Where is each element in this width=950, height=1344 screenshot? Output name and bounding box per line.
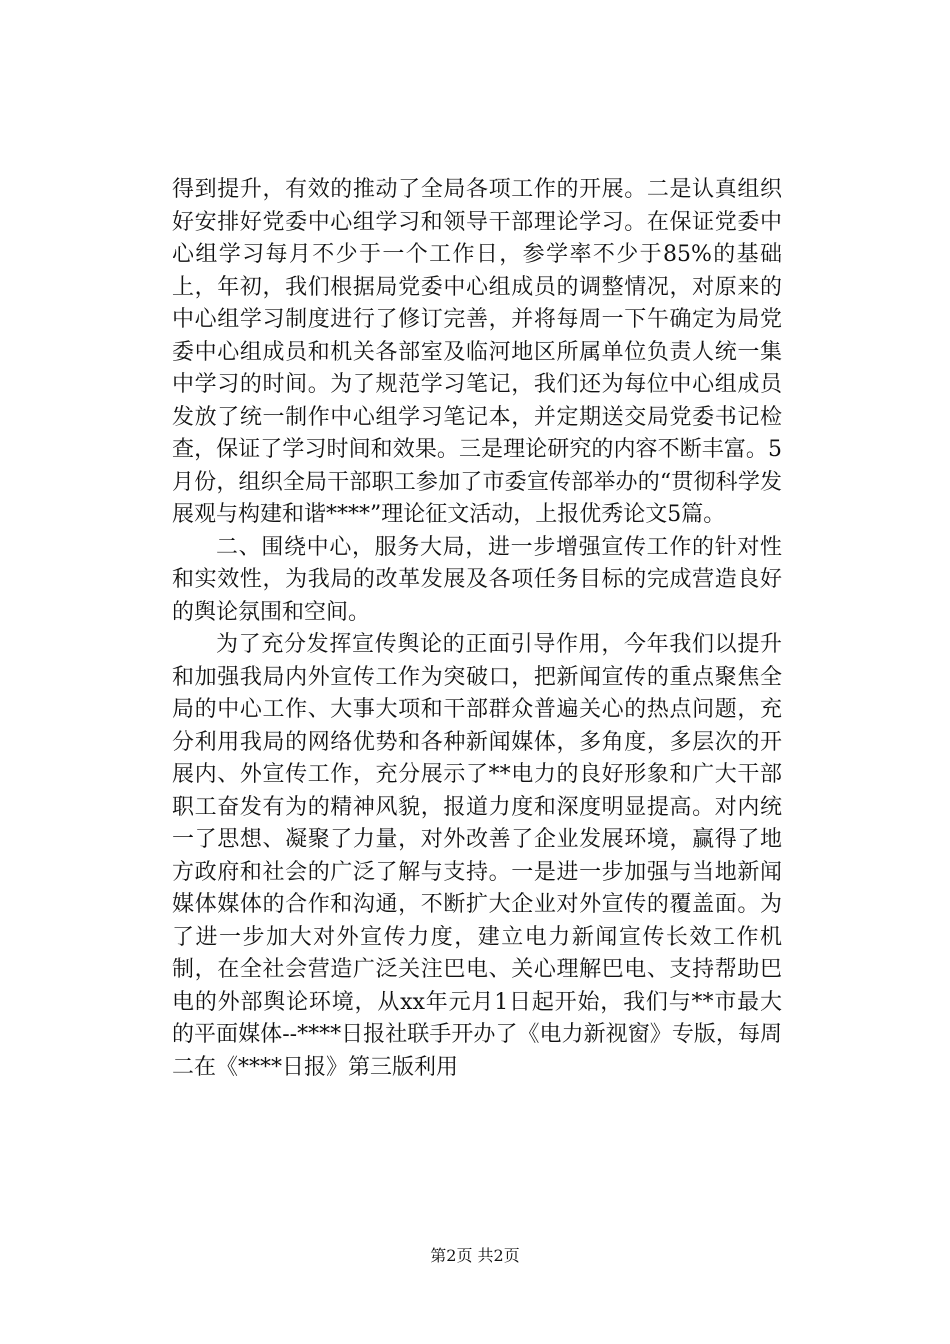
document-body xyxy=(172,174,782,1084)
paragraph-publicity-work: 为了充分发挥宣传舆论的正面引导作用，今年我们以提升和加强我局内外宣传工作为突破口，把新闻宣传的重点聚焦全局的中心工作、大事大项和干部群众普遍关心的热点问题，充分利用我局的网络优势和各种新闻媒体，多角度，多层次的开展内、外宣传工作，充分展示了**电力的良好形象和广大干部职工奋发有为的精神风貌，报道力度和深度明显提高。对内统一了思想、凝聚了力量，对外改善了企业发展环境，赢得了地方政府和社会的广泛了解与支持。一是进一步加强与当地新闻媒体媒体的合作和沟通，不断扩大企业对外宣传的覆盖面。为了进一步加大对外宣传力度，建立电力新闻宣传长效工作机制，在全社会营造广泛关注巴电、关心理解巴电、支持帮助巴电的外部舆论环境，从xx年元月1日起开始，我们与**市最大的平面媒体--****日报社联手开办了《电力新视窗》专版，每周二在《****日报》第三版利用 xyxy=(172,632,782,1080)
page-footer: 第2页 共2页 xyxy=(430,1246,520,1265)
paragraph-section-heading: 二、围绕中心，服务大局，进一步增强宣传工作的针对性和实效性，为我局的改革发展及各项任务目标的完成营造良好的舆论氛围和空间。 xyxy=(172,534,782,625)
paragraph-continuation: 得到提升，有效的推动了全局各项工作的开展。二是认真组织好安排好党委中心组学习和领导干部理论学习。在保证党委中心组学习每月不少于一个工作日，参学率不少于85%的基础上，年初，我们根据局党委中心组成员的调整情况，对原来的中心组学习制度进行了修订完善，并将每周一下午确定为局党委中心组成员和机关各部室及临河地区所属单位负责人统一集中学习的时间。为了规范学习笔记，我们还为每位中心组成员发放了统一制作中心组学习笔记本，并定期送交局党委书记检查，保证了学习时间和效果。三是理论研究的内容不断丰富。5月份，组织全局干部职工参加了市委宣传部举办的“贯彻科学发展观与构建和谐****”理论征文活动，上报优秀论文5篇。 xyxy=(172,177,782,527)
